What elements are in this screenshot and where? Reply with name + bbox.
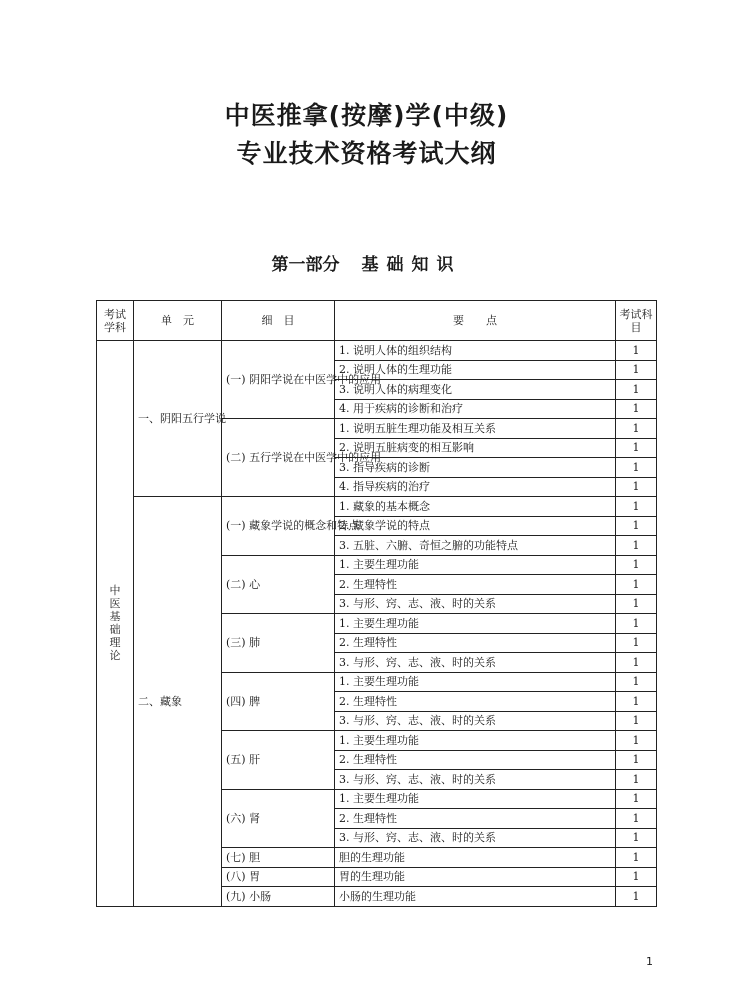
section-heading [0, 254, 733, 276]
exam-cell: 1 [616, 653, 657, 673]
syllabus-table [96, 300, 657, 907]
point-cell: 1. 说明人体的组织结构 [335, 341, 616, 361]
exam-cell: 1 [616, 516, 657, 536]
point-cell: 3. 与形、窍、志、液、时的关系 [335, 594, 616, 614]
point-cell: 2. 生理特性 [335, 750, 616, 770]
point-cell: 1. 主要生理功能 [335, 789, 616, 809]
point-cell: 2. 藏象学说的特点 [335, 516, 616, 536]
table-header-row [97, 301, 657, 341]
exam-cell: 1 [616, 750, 657, 770]
point-cell: 3. 与形、窍、志、液、时的关系 [335, 653, 616, 673]
detail-cell: (四) 脾 [222, 672, 335, 731]
point-cell: 4. 指导疾病的治疗 [335, 477, 616, 497]
header-unit: 单 元 [134, 301, 222, 341]
detail-cell: (九) 小肠 [222, 887, 335, 907]
detail-cell: (三) 肺 [222, 614, 335, 673]
detail-cell: (二) 心 [222, 555, 335, 614]
detail-cell: (二) 五行学说在中医学中的应用 [222, 419, 335, 497]
document-title-line1: 中医推拿(按摩)学(中级) [224, 101, 509, 130]
exam-cell: 1 [616, 536, 657, 556]
section-part: 第一部分 [271, 255, 340, 275]
exam-cell: 1 [616, 692, 657, 712]
header-points: 要 点 [335, 301, 616, 341]
point-cell: 4. 用于疾病的诊断和治疗 [335, 399, 616, 419]
point-cell: 2. 说明人体的生理功能 [335, 360, 616, 380]
exam-cell: 1 [616, 594, 657, 614]
exam-cell: 1 [616, 399, 657, 419]
detail-cell: (七) 胆 [222, 848, 335, 868]
point-cell: 1. 主要生理功能 [335, 555, 616, 575]
exam-cell: 1 [616, 360, 657, 380]
point-cell: 3. 五脏、六腑、奇恒之腑的功能特点 [335, 536, 616, 556]
exam-cell: 1 [616, 555, 657, 575]
detail-cell: (六) 肾 [222, 789, 335, 848]
point-cell: 胆的生理功能 [335, 848, 616, 868]
subject-cell [97, 341, 134, 907]
exam-cell: 1 [616, 341, 657, 361]
point-cell: 3. 与形、窍、志、液、时的关系 [335, 828, 616, 848]
point-cell: 3. 与形、窍、志、液、时的关系 [335, 711, 616, 731]
point-cell: 3. 说明人体的病理变化 [335, 380, 616, 400]
section-name: 基础知识 [361, 255, 462, 275]
point-cell: 2. 生理特性 [335, 809, 616, 829]
unit-cell: 二、藏象 [134, 497, 222, 907]
point-cell: 2. 说明五脏病变的相互影响 [335, 438, 616, 458]
detail-cell: (八) 胃 [222, 867, 335, 887]
point-cell: 2. 生理特性 [335, 633, 616, 653]
exam-cell: 1 [616, 575, 657, 595]
point-cell: 3. 指导疾病的诊断 [335, 458, 616, 478]
detail-cell: (一) 阴阳学说在中医学中的应用 [222, 341, 335, 419]
unit-cell: 一、阴阳五行学说 [134, 341, 222, 497]
table-row [97, 497, 657, 517]
exam-cell: 1 [616, 867, 657, 887]
exam-cell: 1 [616, 477, 657, 497]
table-body [97, 341, 657, 907]
point-cell: 1. 主要生理功能 [335, 672, 616, 692]
table-row [97, 341, 657, 361]
exam-cell: 1 [616, 438, 657, 458]
header-subject: 考试学科 [97, 301, 134, 341]
exam-cell: 1 [616, 419, 657, 439]
exam-cell: 1 [616, 380, 657, 400]
detail-cell: (五) 肝 [222, 731, 335, 790]
header-detail: 细 目 [222, 301, 335, 341]
subject-label: 中医基础理论 [109, 584, 121, 663]
exam-cell: 1 [616, 828, 657, 848]
point-cell: 1. 说明五脏生理功能及相互关系 [335, 419, 616, 439]
exam-cell: 1 [616, 848, 657, 868]
exam-cell: 1 [616, 809, 657, 829]
exam-cell: 1 [616, 614, 657, 634]
exam-cell: 1 [616, 633, 657, 653]
exam-cell: 1 [616, 711, 657, 731]
point-cell: 2. 生理特性 [335, 692, 616, 712]
page-number: 1 [646, 955, 653, 968]
exam-cell: 1 [616, 731, 657, 751]
point-cell: 3. 与形、窍、志、液、时的关系 [335, 770, 616, 790]
exam-cell: 1 [616, 770, 657, 790]
exam-cell: 1 [616, 887, 657, 907]
exam-cell: 1 [616, 672, 657, 692]
point-cell: 1. 主要生理功能 [335, 731, 616, 751]
point-cell: 小肠的生理功能 [335, 887, 616, 907]
exam-cell: 1 [616, 789, 657, 809]
point-cell: 2. 生理特性 [335, 575, 616, 595]
point-cell: 1. 主要生理功能 [335, 614, 616, 634]
exam-cell: 1 [616, 458, 657, 478]
exam-cell: 1 [616, 497, 657, 517]
header-exam: 考试科目 [616, 301, 657, 341]
detail-cell: (一) 藏象学说的概念和特点 [222, 497, 335, 556]
point-cell: 1. 藏象的基本概念 [335, 497, 616, 517]
document-title-line2: 专业技术资格考试大纲 [236, 139, 497, 168]
point-cell: 胃的生理功能 [335, 867, 616, 887]
